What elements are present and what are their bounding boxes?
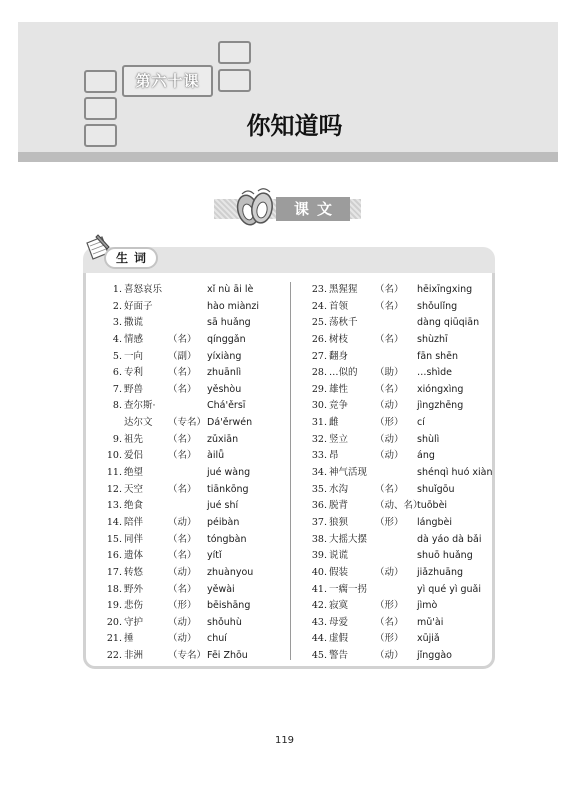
vocab-number: 3. [112, 317, 122, 329]
vocab-number: 42. [311, 600, 327, 612]
vocab-word: 绝望 [124, 467, 144, 479]
vocab-number: 44. [311, 633, 327, 645]
header-divider [18, 152, 558, 162]
vocab-word: 好面子 [124, 300, 153, 312]
vocab-number: 16. [106, 550, 122, 562]
vocab-pinyin: chuí [207, 633, 227, 645]
vocab-pos: （名） [168, 333, 197, 345]
vocab-number: 7. [112, 383, 122, 395]
vocab-word: 竖立 [329, 433, 349, 445]
vocab-pos: （动） [375, 566, 404, 578]
vocab-word: 昂 [329, 450, 339, 462]
vocab-pos: （专名） [168, 650, 207, 662]
vocab-pos: （名） [168, 367, 197, 379]
vocab-pos: （名） [375, 616, 404, 628]
vocab-word: 树枝 [329, 333, 349, 345]
vocab-word: 转悠 [124, 566, 144, 578]
vocab-pinyin: qínggǎn [207, 333, 246, 345]
vocab-word: 狼狈 [329, 516, 349, 528]
vocab-number: 36. [311, 500, 327, 512]
vocab-word: 祖先 [124, 433, 144, 445]
vocab-word: 说谎 [329, 550, 349, 562]
vocab-number: 28. [311, 367, 327, 379]
vocab-pos: （名） [375, 333, 404, 345]
vocab-pos: （动） [375, 433, 404, 445]
vocab-pos: （形） [375, 633, 404, 645]
vocab-number: 37. [311, 516, 327, 528]
vocab-title: 生词 [104, 247, 158, 269]
vocab-pinyin: zǔxiān [207, 433, 239, 445]
vocab-number: 22. [106, 650, 122, 662]
vocab-pinyin: dà yáo dà bǎi [417, 533, 482, 545]
vocab-word: 天空 [124, 483, 144, 495]
decor-square [218, 41, 251, 64]
vocab-number: 9. [112, 433, 122, 445]
vocab-word: 陪伴 [124, 516, 144, 528]
vocab-word: 捶 [124, 633, 134, 645]
vocab-pinyin: xǐ nù āi lè [207, 284, 254, 295]
vocab-pinyin: hēixīngxing [417, 284, 473, 295]
vocab-pinyin: tiānkōng [207, 483, 249, 495]
section-banner [214, 192, 361, 226]
vocab-word: 寂寞 [329, 600, 349, 612]
vocab-pos: （动） [168, 566, 197, 578]
vocab-word: 雄性 [329, 383, 349, 395]
vocab-number: 10. [106, 450, 122, 462]
vocab-pos: （助） [375, 367, 404, 379]
vocab-pinyin: jué shí [207, 500, 239, 512]
vocab-pinyin: bēishāng [207, 600, 251, 612]
vocab-pinyin: mǔ'ài [417, 616, 444, 628]
vocab-number: 45. [311, 650, 327, 662]
vocab-number: 24. [311, 300, 327, 312]
vocab-pos: （动、名） [375, 500, 423, 512]
vocab-word: 母爱 [329, 616, 349, 628]
vocab-pinyin: yíxiàng [207, 350, 242, 362]
vocab-number: 40. [311, 566, 327, 578]
section-label: 课文 [276, 197, 350, 221]
vocab-word: …似的 [329, 367, 358, 379]
vocab-pinyin: àilǚ [207, 450, 225, 462]
vocab-pinyin: shùzhī [417, 333, 448, 345]
decor-square [218, 69, 251, 92]
vocab-word: 野兽 [124, 383, 144, 395]
vocab-pinyin: …shìde [417, 367, 452, 379]
vocab-pinyin: shuǐgōu [417, 483, 455, 495]
vocab-number: 32. [311, 433, 327, 445]
vocab-pinyin: yì qué yì guǎi [417, 583, 481, 595]
vocab-word: 同伴 [124, 533, 144, 545]
vocab-pinyin: yítǐ [207, 550, 222, 562]
vocab-word: 非洲 [124, 650, 144, 662]
vocab-word: 爱侣 [124, 450, 144, 462]
vocab-word: 绝食 [124, 500, 144, 512]
page-title: 你知道吗 [246, 112, 343, 140]
vocab-word: 撒谎 [124, 317, 144, 329]
vocab-number: 18. [106, 583, 122, 595]
vocab-number: 1. [112, 284, 122, 295]
vocab-pinyin: jǐnggào [417, 650, 452, 662]
vocab-pinyin: tuōbèi [417, 500, 448, 512]
vocab-word: 脱背 [329, 500, 349, 512]
vocab-word: 达尔文 [124, 417, 153, 429]
vocab-word: 大摇大摆 [329, 533, 368, 545]
vocab-pinyin: jìmò [417, 600, 438, 612]
vocab-pinyin: shénqì huó xiàn [417, 467, 493, 479]
vocab-number: 13. [106, 500, 122, 512]
vocab-word: 情感 [124, 333, 144, 345]
vocab-number: 26. [311, 333, 327, 345]
vocab-pinyin: jiǎzhuāng [417, 566, 464, 578]
vocab-number: 8. [112, 400, 122, 412]
vocab-number: 43. [311, 616, 327, 628]
vocab-number: 20. [106, 616, 122, 628]
vocab-word: 荡秋千 [329, 317, 358, 329]
vocab-number: 5. [112, 350, 122, 362]
vocab-pos: （名） [168, 383, 197, 395]
vocab-number: 38. [311, 533, 327, 545]
vocab-number: 6. [112, 367, 122, 379]
vocab-word: 翻身 [329, 350, 349, 362]
vocab-pos: （动） [168, 616, 197, 628]
vocab-number: 23. [311, 284, 327, 295]
vocab-pos: （动） [168, 516, 197, 528]
vocab-number: 34. [311, 467, 327, 479]
vocab-pinyin: Dá'ěrwén [207, 417, 253, 429]
vocab-number: 19. [106, 600, 122, 612]
shoes-icon [232, 186, 278, 228]
vocab-pinyin: cí [417, 417, 425, 429]
vocab-word: 野外 [124, 583, 144, 595]
vocab-pos: （形） [375, 516, 404, 528]
vocab-pinyin: yěshòu [207, 383, 242, 395]
vocab-number: 11. [106, 467, 122, 479]
vocab-pinyin: shùlì [417, 433, 440, 445]
vocab-word: 神气活现 [329, 467, 368, 479]
vocab-pinyin: fān shēn [417, 350, 459, 362]
vocab-pinyin: xūjiǎ [417, 633, 440, 645]
vocab-pinyin: zhuānlì [207, 367, 242, 379]
vocab-word: 假装 [329, 566, 349, 578]
vocab-pinyin: tóngbàn [207, 533, 247, 545]
vocab-pos: （动） [375, 450, 404, 462]
vocab-pinyin: jìngzhēng [417, 400, 464, 412]
vocab-word: 警告 [329, 650, 349, 662]
vocab-pinyin: Fēi Zhōu [207, 650, 248, 662]
vocab-number: 27. [311, 350, 327, 362]
vocab-word: 查尔斯· [124, 400, 156, 412]
vocab-word: 黑猩猩 [329, 284, 358, 295]
vocab-pinyin: Chá'ěrsī [207, 400, 246, 412]
vocab-word: 首领 [329, 300, 349, 312]
vocab-pinyin: hào miànzi [207, 300, 260, 312]
vocab-number: 17. [106, 566, 122, 578]
vocab-number: 25. [311, 317, 327, 329]
vocab-pinyin: shǒulǐng [417, 300, 458, 312]
vocab-pos: （形） [168, 600, 197, 612]
vocab-pinyin: sā huǎng [207, 317, 251, 329]
vocab-pos: （专名） [168, 417, 207, 429]
vocab-word: 水沟 [329, 483, 349, 495]
vocab-number: 33. [311, 450, 327, 462]
vocab-pos: （形） [375, 600, 404, 612]
vocab-pos: （形） [375, 417, 404, 429]
vocab-number: 31. [311, 417, 327, 429]
vocab-number: 15. [106, 533, 122, 545]
lesson-label: 第六十课 [122, 65, 213, 97]
vocab-number: 35. [311, 483, 327, 495]
vocab-pos: （动） [168, 633, 197, 645]
vocab-pinyin: yěwài [207, 583, 235, 595]
vocab-word: 守护 [124, 616, 144, 628]
vocab-number: 41. [311, 583, 327, 595]
vocab-word: 虚假 [329, 633, 349, 645]
vocab-pos: （名） [168, 450, 197, 462]
vocab-word: 遗体 [124, 550, 144, 562]
vocab-pos: （动） [375, 400, 404, 412]
vocab-pos: （名） [168, 583, 197, 595]
vocab-pos: （副） [168, 350, 197, 362]
vocab-pos: （名） [168, 533, 197, 545]
vocab-pinyin: xióngxìng [417, 383, 464, 395]
vocab-pinyin: shuō huǎng [417, 550, 473, 562]
vocab-pinyin: dàng qiūqiān [417, 317, 480, 329]
vocab-word: 一向 [124, 350, 144, 362]
column-divider [290, 282, 291, 660]
vocab-word: 一瘸一拐 [329, 583, 368, 595]
vocab-pinyin: áng [417, 450, 435, 462]
vocab-pos: （名） [375, 383, 404, 395]
vocab-pinyin: jué wàng [207, 467, 251, 479]
vocab-pinyin: lángbèi [417, 516, 453, 528]
vocab-number: 39. [311, 550, 327, 562]
vocab-word: 竞争 [329, 400, 349, 412]
vocab-number: 14. [106, 516, 122, 528]
vocab-word: 雌 [329, 417, 339, 429]
vocab-word: 悲伤 [124, 600, 144, 612]
vocab-pos: （动） [375, 650, 404, 662]
vocab-number: 4. [112, 333, 122, 345]
vocab-pinyin: péibàn [207, 516, 240, 528]
vocab-pos: （名） [168, 550, 197, 562]
vocab-word: 专利 [124, 367, 144, 379]
vocab-number: 29. [311, 383, 327, 395]
vocab-pos: （名） [375, 300, 404, 312]
vocab-number: 12. [106, 483, 122, 495]
vocab-pos: （名） [168, 433, 197, 445]
vocab-pinyin: zhuànyou [207, 566, 254, 578]
vocab-number: 2. [112, 300, 122, 312]
vocab-pos: （名） [375, 483, 404, 495]
page-number: 119 [274, 735, 295, 746]
vocab-number: 30. [311, 400, 327, 412]
vocab-pinyin: shǒuhù [207, 616, 242, 628]
vocab-word: 喜怒哀乐 [124, 284, 163, 295]
vocab-number: 21. [106, 633, 122, 645]
decor-square [84, 70, 117, 93]
vocab-pos: （名） [375, 284, 404, 295]
vocab-pos: （名） [168, 483, 197, 495]
